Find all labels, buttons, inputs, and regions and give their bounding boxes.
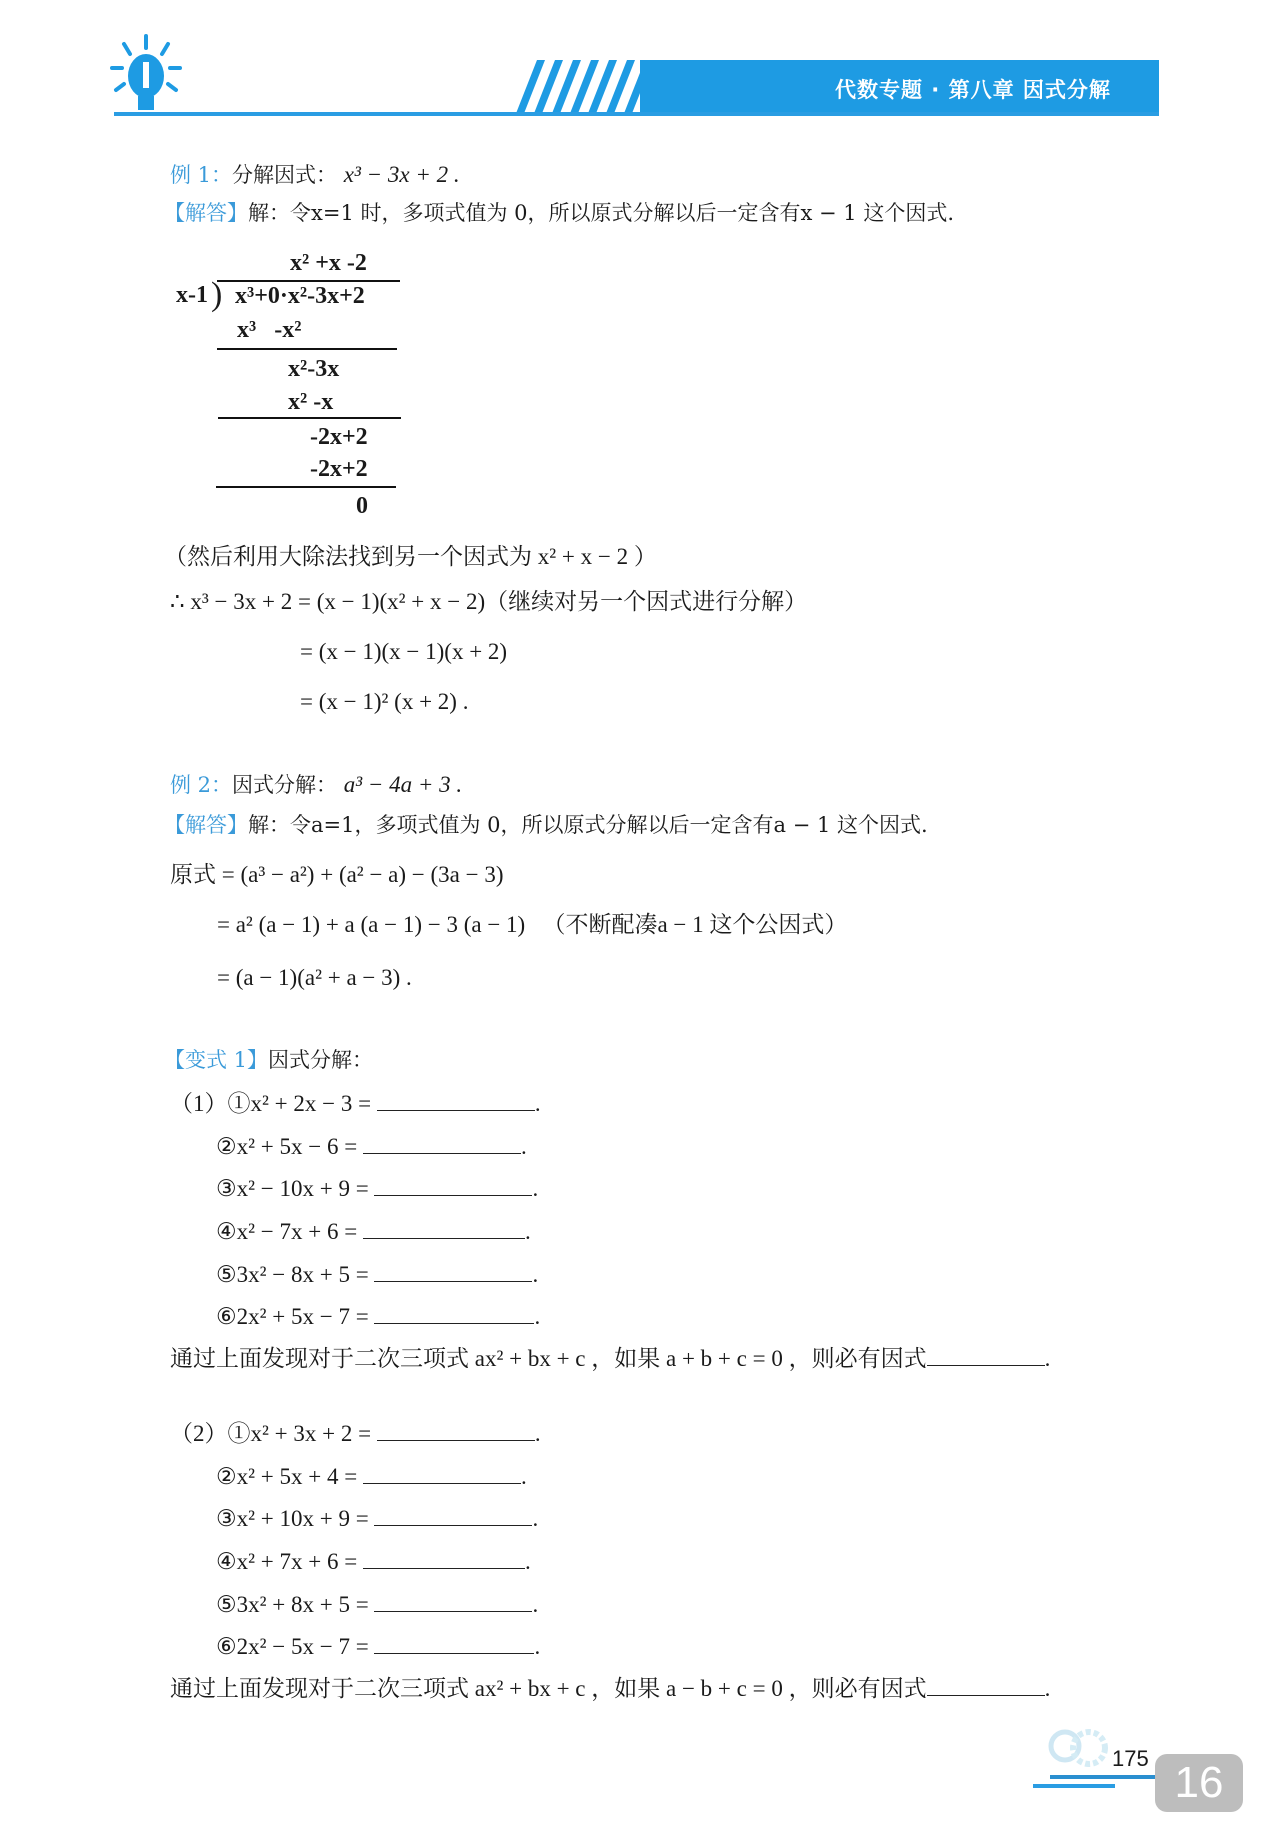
exercise-item	[216, 1505, 538, 1532]
answer-blank[interactable]	[363, 1463, 521, 1484]
part-number: （2）	[170, 1421, 228, 1446]
division-row: x² -x	[288, 389, 334, 415]
exercise-expression: ③x² + 10x + 9 =	[216, 1506, 369, 1532]
footer-rule	[1033, 1784, 1115, 1788]
conclusion	[170, 1345, 1050, 1372]
step-line: = (x − 1)² (x + 2) .	[300, 689, 469, 714]
answer-blank[interactable]	[374, 1261, 532, 1282]
header-rule	[114, 112, 1159, 116]
exercise-expression: ①x² + 2x − 3 =	[227, 1091, 372, 1116]
period: .	[532, 1591, 539, 1617]
step-line: = (x − 1)(x − 1)(x + 2)	[300, 639, 508, 664]
dividend: x³+0·x²-3x+2	[235, 283, 365, 309]
answer-blank[interactable]	[374, 1303, 534, 1324]
exercise-expression: ⑥2x² + 5x − 7 =	[216, 1304, 369, 1330]
page-number: 175	[1112, 1746, 1149, 1771]
expression: x³ − 3x + 2 .	[343, 162, 460, 187]
period: .	[534, 1634, 541, 1660]
exercise-item	[216, 1261, 538, 1288]
conclusion-text: 通过上面发现对于二次三项式 ax² + bx + c ，如果 a − b + c = 0 ，则必有因式	[170, 1675, 927, 1701]
answer-label: 【解答】	[164, 813, 248, 837]
step-line: ∴ x³ − 3x + 2 = (x − 1)(x² + x − 2)（继续对另一个因式进行分解）	[170, 589, 808, 614]
division-row: -2x+2	[310, 456, 368, 482]
exercise-expression: ⑤3x² − 8x + 5 =	[216, 1261, 369, 1287]
exercise-expression: ④x² − 7x + 6 =	[216, 1218, 358, 1244]
answer-blank[interactable]	[374, 1591, 532, 1612]
question-text: 因式分解：	[232, 773, 338, 797]
expression: a³ − 4a + 3 .	[343, 772, 463, 797]
question-text: 分解因式：	[232, 163, 338, 187]
answer-label: 【解答】	[164, 201, 248, 225]
period: .	[1044, 1675, 1051, 1701]
variant-heading	[164, 1047, 373, 1073]
answer-blank[interactable]	[374, 1633, 534, 1654]
answer-blank[interactable]	[927, 1675, 1045, 1696]
step-line: = (a − 1)(a² + a − 3) .	[217, 965, 412, 990]
division-row: x³ -x²	[237, 317, 302, 343]
exercise-item	[170, 1090, 541, 1117]
part-number: （1）	[170, 1091, 228, 1116]
exercise-item	[216, 1548, 531, 1575]
answer-text: 解：令a=1，多项式值为 0，所以原式分解以后一定含有a − 1 这个因式.	[248, 813, 928, 837]
exercise-expression: ①x² + 3x + 2 =	[227, 1421, 372, 1446]
answer-blank[interactable]	[374, 1505, 532, 1526]
period: .	[520, 1463, 527, 1489]
exercise-item	[216, 1591, 538, 1618]
page-badge: 16	[1155, 1754, 1243, 1812]
conclusion-text: 通过上面发现对于二次三项式 ax² + bx + c ，如果 a + b + c = 0 ，则必有因式	[170, 1345, 927, 1371]
period: .	[532, 1176, 539, 1202]
divisor: x-1	[176, 282, 208, 308]
period: .	[520, 1133, 527, 1159]
answer-blank[interactable]	[927, 1345, 1045, 1366]
exercise-expression: ③x² − 10x + 9 =	[216, 1176, 369, 1202]
variant-label: 【变式 1】	[164, 1048, 269, 1072]
exercise-expression: ②x² + 5x + 4 =	[216, 1463, 358, 1489]
period: .	[524, 1548, 531, 1574]
example-label: 例 1：	[170, 163, 233, 187]
period: .	[1044, 1345, 1051, 1371]
example-label: 例 2：	[170, 773, 233, 797]
step-line: 原式 = (a³ − a²) + (a² − a) − (3a − 3)	[170, 862, 504, 887]
exercise-expression: ⑥2x² − 5x − 7 =	[216, 1634, 369, 1660]
period: .	[534, 1091, 541, 1116]
division-bracket: )	[211, 276, 223, 313]
exercise-expression: ⑤3x² + 8x + 5 =	[216, 1591, 369, 1617]
exercise-expression: ④x² + 7x + 6 =	[216, 1548, 358, 1574]
quotient: x² +x -2	[290, 250, 367, 276]
answer-blank[interactable]	[363, 1133, 521, 1154]
exercise-item	[216, 1303, 540, 1330]
answer-blank[interactable]	[363, 1218, 525, 1239]
step-line: （然后利用大除法找到另一个因式为 x² + x − 2 ）	[164, 544, 657, 569]
gear-watermark-icon	[1045, 1722, 1110, 1772]
exercise-item	[216, 1133, 527, 1160]
exercise-item	[170, 1420, 541, 1447]
example-2-answer	[164, 812, 928, 838]
conclusion	[170, 1675, 1050, 1702]
exercise-item	[216, 1633, 540, 1660]
step-line: = a² (a − 1) + a (a − 1) − 3 (a − 1) （不断配凑a − 1 这个公因式）	[217, 912, 848, 937]
period: .	[524, 1218, 531, 1244]
answer-text: 解：令x=1 时，多项式值为 0，所以原式分解以后一定含有x − 1 这个因式.	[248, 201, 955, 225]
division-row: x²-3x	[288, 356, 340, 382]
period: .	[534, 1421, 541, 1446]
answer-blank[interactable]	[377, 1420, 535, 1441]
period: .	[532, 1506, 539, 1532]
answer-blank[interactable]	[377, 1090, 535, 1111]
answer-blank[interactable]	[374, 1175, 532, 1196]
exercise-item	[216, 1175, 538, 1202]
example-1-answer	[164, 200, 954, 226]
answer-blank[interactable]	[363, 1548, 525, 1569]
chapter-title: 代数专题 · 第八章 因式分解	[835, 78, 1111, 102]
exercise-item	[216, 1218, 531, 1245]
exercise-expression: ②x² + 5x − 6 =	[216, 1133, 358, 1159]
footer-rule	[1050, 1775, 1170, 1779]
exercise-item	[216, 1463, 527, 1490]
example-1-question	[170, 162, 460, 188]
variant-title: 因式分解：	[268, 1048, 374, 1072]
division-row: -2x+2	[310, 424, 368, 450]
remainder: 0	[356, 493, 368, 519]
lightbulb-icon	[110, 34, 182, 116]
example-2-question	[170, 772, 462, 798]
period: .	[534, 1304, 541, 1330]
period: .	[532, 1261, 539, 1287]
